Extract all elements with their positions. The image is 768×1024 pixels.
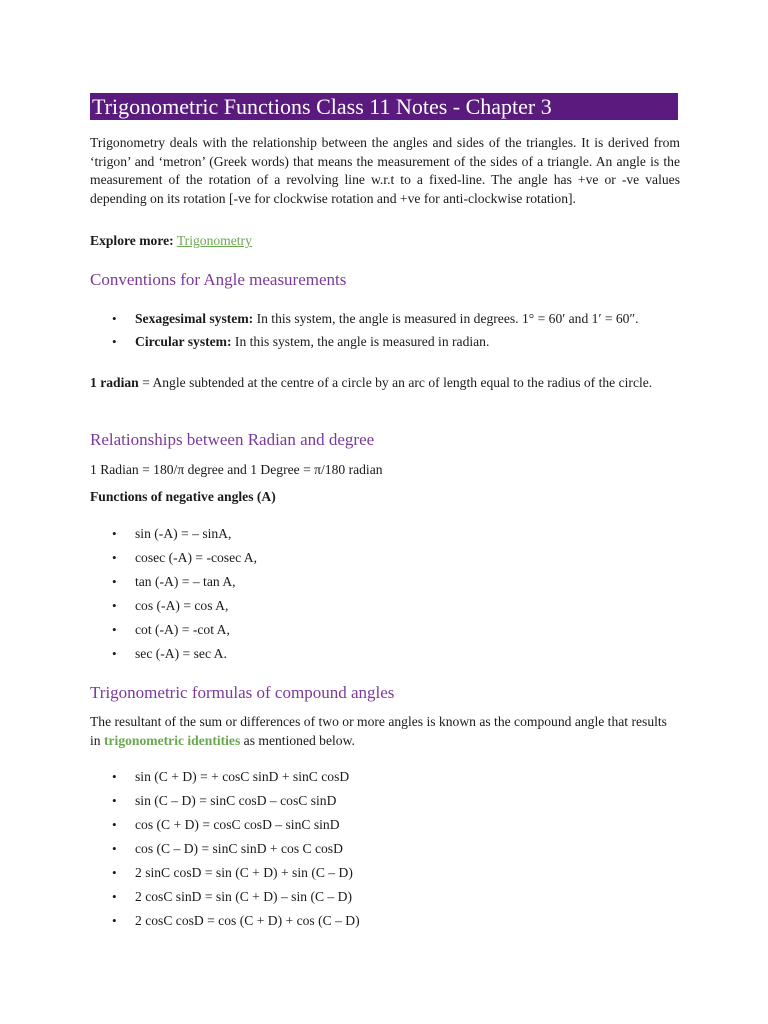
compound-text-after: as mentioned below. [240, 732, 355, 748]
list-item [90, 645, 680, 663]
formula-text: cos (-A) = cos A, [135, 598, 229, 613]
formula-text: cos (C + D) = cosC cosD – sinC sinD [135, 817, 340, 832]
formula-text: 2 sinC cosD = sin (C + D) + sin (C – D) [135, 865, 353, 880]
list-item [90, 333, 680, 351]
formula-text: 2 cosC sinD = sin (C + D) – sin (C – D) [135, 889, 352, 904]
explore-more-line [90, 232, 680, 251]
formula-text: sin (C – D) = sinC cosD – cosC sinD [135, 793, 337, 808]
bullet: • [112, 865, 117, 880]
bullet: • [112, 793, 117, 808]
formula-text: sin (-A) = – sinA, [135, 526, 232, 541]
list-item [90, 621, 680, 639]
list-item [90, 888, 680, 906]
radian-degree-relation: 1 Radian = 180/π degree and 1 Degree = π/180 radian [90, 462, 383, 477]
trigonometry-link[interactable]: Trigonometry [176, 233, 252, 248]
compound-text-before: The resultant of the sum or differences of two or more angles is known as the compound angle that results in [90, 714, 667, 748]
negative-angles-list [90, 525, 680, 669]
list-item [90, 816, 680, 834]
formula-text: sec (-A) = sec A. [135, 646, 227, 661]
formula-text: sin (C + D) = + cosC sinD + sinC cosD [135, 769, 350, 784]
formula-text: cot (-A) = -cot A, [135, 622, 230, 637]
radian-text: = Angle subtended at the centre of a circle by an arc of length equal to the radius of the circle. [138, 375, 653, 390]
formula-text: 2 cosC cosD = cos (C + D) + cos (C – D) [135, 913, 360, 928]
bullet: • [112, 889, 117, 904]
compound-angle-paragraph [90, 713, 680, 750]
radian-term: 1 radian [90, 375, 139, 390]
list-item [90, 792, 680, 810]
formula-text: cosec (-A) = -cosec A, [135, 550, 258, 565]
list-item [90, 525, 680, 543]
term-text: In this system, the angle is measured in radian. [231, 334, 490, 349]
trigonometric-identities-link[interactable]: trigonometric identities [103, 732, 241, 748]
list-item [90, 597, 680, 615]
list-item [90, 549, 680, 567]
heading-radian-degree: Relationships between Radian and degree [90, 430, 375, 449]
term-label: Sexagesimal system: [135, 311, 254, 326]
list-item [90, 768, 680, 786]
explore-more-label: Explore more: [90, 233, 174, 248]
heading-compound-angles: Trigonometric formulas of compound angles [90, 683, 395, 702]
bullet: • [112, 311, 117, 326]
list-item [90, 573, 680, 591]
formula-text: tan (-A) = – tan A, [135, 574, 236, 589]
subheading-negative-angles: Functions of negative angles (A) [90, 489, 276, 504]
compound-formulas-list [90, 768, 680, 936]
bullet: • [112, 769, 117, 784]
list-item [90, 310, 680, 328]
term-text: In this system, the angle is measured in degrees. 1° = 60′ and 1′ = 60″. [253, 311, 639, 326]
heading-conventions: Conventions for Angle measurements [90, 270, 347, 289]
bullet: • [112, 574, 117, 589]
list-item [90, 840, 680, 858]
list-item [90, 912, 680, 930]
conventions-list [90, 310, 680, 351]
page-title: Trigonometric Functions Class 11 Notes - Chapter 3 [90, 93, 678, 120]
bullet: • [112, 841, 117, 856]
bullet: • [112, 598, 117, 613]
intro-paragraph: Trigonometry deals with the relationship between the angles and sides of the triangles. It is derived from ‘trigon’ and ‘metron’ (Greek words) that means the measurement of the sides of a triangle. An angle is the measurement of the rotation of a revolving line w.r.t to a fixed-line. The angle has +ve or -ve values depending on its rotation [-ve for clockwise rotation and +ve for anti-clockwise rotation]. [90, 135, 680, 206]
term-label: Circular system: [135, 334, 232, 349]
formula-text: cos (C – D) = sinC sinD + cos C cosD [135, 841, 343, 856]
bullet: • [112, 526, 117, 541]
radian-definition [90, 374, 680, 393]
bullet: • [112, 334, 117, 349]
bullet: • [112, 550, 117, 565]
bullet: • [112, 622, 117, 637]
bullet: • [112, 913, 117, 928]
list-item [90, 864, 680, 882]
bullet: • [112, 817, 117, 832]
bullet: • [112, 646, 117, 661]
